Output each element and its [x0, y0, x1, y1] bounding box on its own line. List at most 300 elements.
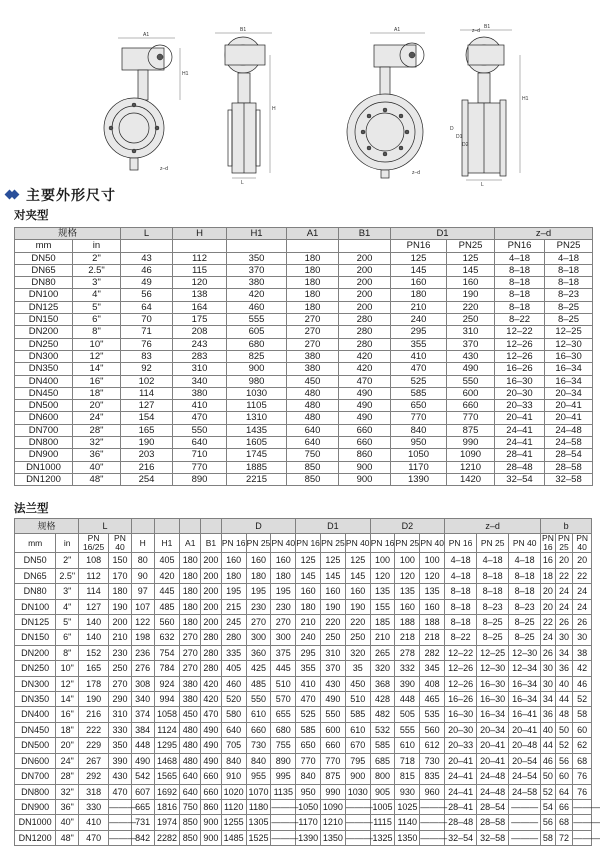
table-cell: DN1000	[15, 815, 56, 830]
table-cell: 550	[321, 707, 346, 722]
table-cell: 32"	[56, 784, 79, 799]
table-cell: 180	[287, 277, 339, 289]
table-cell: 230	[246, 599, 271, 614]
table-cell: ———	[109, 799, 132, 814]
header-b1: B1	[339, 228, 391, 240]
table-cell: 180	[296, 599, 321, 614]
table-cell: 190	[345, 599, 370, 614]
table-cell: 20–30	[495, 387, 545, 399]
table-cell: 14"	[73, 363, 121, 375]
table-cell: 3"	[73, 277, 121, 289]
table-cell: 6"	[56, 630, 79, 645]
table-cell: 610	[345, 722, 370, 737]
header-zd-pn16: PN16	[495, 240, 545, 252]
table-cell: 46	[573, 676, 592, 691]
table-row	[15, 722, 592, 737]
label-l-2: L	[481, 182, 484, 188]
table-cell: 570	[271, 692, 296, 707]
table-cell: 8"	[56, 645, 79, 660]
table-cell: 190	[121, 437, 173, 449]
table-cell: 180	[287, 252, 339, 264]
table-cell: 270	[180, 661, 201, 676]
f-header-d2-pn16: PN 16	[370, 534, 395, 553]
table-cell: 76	[573, 769, 592, 784]
table-cell: 8–18	[495, 264, 545, 276]
table-cell: 200	[201, 568, 222, 583]
table-cell: ———	[509, 815, 541, 830]
table-cell: 112	[173, 252, 227, 264]
table-cell: 632	[154, 630, 180, 645]
table-cell: 640	[180, 784, 201, 799]
table-cell: 1115	[370, 815, 395, 830]
table-cell: 12–26	[495, 338, 545, 350]
table-cell: 640	[287, 437, 339, 449]
table-cell: 410	[391, 350, 447, 362]
f-header-b-pn16: PN 16	[542, 533, 554, 553]
table-cell: 924	[154, 676, 180, 691]
table-cell: 875	[447, 424, 495, 436]
table-cell: 60	[555, 769, 573, 784]
table-cell: 850	[180, 815, 201, 830]
table-cell: 20–34	[477, 722, 509, 737]
f-header-zd-pn25: PN 25	[477, 534, 509, 553]
table-cell: 420	[227, 289, 287, 301]
table-cell: 890	[173, 473, 227, 485]
table-cell: 550	[447, 375, 495, 387]
section-title: 主要外形尺寸	[26, 187, 116, 203]
table-cell: 640	[173, 437, 227, 449]
table-cell: ———	[271, 830, 296, 845]
table-cell: 48"	[56, 830, 79, 845]
table-cell: 43	[121, 252, 173, 264]
table-cell: 2215	[227, 473, 287, 485]
table-cell: 24	[573, 584, 592, 599]
table-row	[15, 568, 592, 583]
table-cell: 250	[109, 661, 132, 676]
table-cell: 470	[201, 707, 222, 722]
table-cell: DN800	[15, 784, 56, 799]
table-cell: 490	[201, 738, 222, 753]
table-cell: 26	[573, 615, 592, 630]
table-cell: 990	[321, 784, 346, 799]
table-cell: 450	[345, 676, 370, 691]
table-cell: 56	[541, 815, 555, 830]
table-cell: 355	[296, 661, 321, 676]
table-cell: 160	[420, 599, 445, 614]
table-cell: 1140	[395, 815, 420, 830]
table-cell: 950	[296, 784, 321, 799]
table-cell: 1090	[321, 799, 346, 814]
table-cell: 250	[321, 630, 346, 645]
table-cell: 374	[131, 707, 154, 722]
table-cell: 280	[201, 661, 222, 676]
table-cell: 164	[173, 301, 227, 313]
table-cell: 840	[221, 753, 246, 768]
table-cell: 420	[154, 568, 180, 583]
table-cell: DN500	[15, 738, 56, 753]
table-cell: 270	[287, 338, 339, 350]
table-cell: 36"	[73, 449, 121, 461]
wafer-front-view	[104, 32, 189, 172]
table-cell: 670	[345, 738, 370, 753]
table-cell: 370	[447, 338, 495, 350]
table-cell: 48"	[73, 473, 121, 485]
table-cell: 470	[296, 692, 321, 707]
table-cell: 52	[573, 692, 592, 707]
f-header-l-pn40: PN 40	[109, 534, 132, 553]
table-cell: DN250	[15, 338, 73, 350]
table-cell: 12–26	[445, 676, 477, 691]
table-cell: 8–18	[495, 301, 545, 313]
table-cell: 138	[173, 289, 227, 301]
table-cell: 140	[79, 630, 109, 645]
table-cell: 127	[121, 400, 173, 412]
table-cell: DN200	[15, 326, 73, 338]
table-cell: 525	[296, 707, 321, 722]
table-cell: 560	[420, 722, 445, 737]
table-cell: 180	[287, 301, 339, 313]
table-cell: 216	[79, 707, 109, 722]
table-cell: 20–41	[477, 738, 509, 753]
table-cell: 580	[221, 707, 246, 722]
table-cell: 8–23	[509, 599, 541, 614]
table-cell: 12–22	[495, 326, 545, 338]
table-cell: 28–54	[545, 449, 593, 461]
table-cell: 200	[201, 615, 222, 630]
table-cell: DN450	[15, 387, 73, 399]
table-cell: 200	[339, 277, 391, 289]
table-cell: DN125	[15, 615, 56, 630]
table-cell: 42	[573, 661, 592, 676]
table-cell: 58	[573, 707, 592, 722]
table-cell: 270	[180, 645, 201, 660]
table-cell: 900	[339, 473, 391, 485]
table-cell: 18"	[56, 722, 79, 737]
table-cell: 380	[180, 676, 201, 691]
table-cell: 30	[573, 630, 592, 645]
table-cell: 8–25	[477, 630, 509, 645]
table-row	[15, 661, 592, 676]
table-cell: 16–30	[477, 676, 509, 691]
table-cell: 16"	[56, 707, 79, 722]
table-cell: 180	[287, 264, 339, 276]
table-cell: 195	[246, 584, 271, 599]
table-row	[15, 314, 593, 326]
table-cell: ———	[271, 815, 296, 830]
table-cell: 8–18	[509, 568, 541, 583]
table-cell: 35	[345, 661, 370, 676]
table-cell: 114	[79, 584, 109, 599]
table-cell: 28–58	[545, 461, 593, 473]
table-cell: 100	[395, 553, 420, 568]
table-cell: 410	[296, 676, 321, 691]
table-cell: 10"	[73, 338, 121, 350]
table-cell: 145	[296, 568, 321, 583]
table-row	[15, 769, 592, 784]
table-cell: 24–41	[495, 424, 545, 436]
table-cell: 20–33	[495, 400, 545, 412]
header-l: L	[121, 228, 173, 240]
table-row	[15, 692, 592, 707]
wafer-dimensions-table	[14, 227, 593, 486]
table-cell: 28–41	[445, 799, 477, 814]
table-cell: 38	[573, 645, 592, 660]
table-cell: 8–25	[509, 630, 541, 645]
table-cell: 8–18	[545, 264, 593, 276]
table-cell: 24–48	[545, 424, 593, 436]
table-cell: 360	[246, 645, 271, 660]
label-h1-1: H1	[182, 71, 189, 77]
table-cell: 20–54	[509, 753, 541, 768]
table-cell: ———	[420, 830, 445, 845]
table-cell: 270	[287, 326, 339, 338]
table-cell: 220	[345, 615, 370, 630]
table-cell: 16–30	[495, 375, 545, 387]
table-cell: 370	[227, 264, 287, 276]
table-cell: 8–25	[477, 615, 509, 630]
table-cell: 840	[391, 424, 447, 436]
table-cell: 465	[420, 692, 445, 707]
table-cell: 30	[541, 676, 555, 691]
table-cell: 270	[246, 615, 271, 630]
table-cell: 64	[121, 301, 173, 313]
table-cell: 510	[345, 692, 370, 707]
table-cell: 955	[246, 769, 271, 784]
table-cell: 994	[154, 692, 180, 707]
table-cell: 16–34	[509, 692, 541, 707]
table-cell: 685	[370, 753, 395, 768]
table-cell: DN150	[15, 314, 73, 326]
table-cell: 4–18	[545, 252, 593, 264]
table-row	[15, 553, 592, 568]
table-row	[15, 449, 593, 461]
table-cell: 640	[287, 424, 339, 436]
table-cell: 1485	[221, 830, 246, 845]
table-cell: 340	[173, 375, 227, 387]
table-cell: 12"	[56, 676, 79, 691]
table-row	[15, 584, 592, 599]
table-cell: 28–48	[495, 461, 545, 473]
table-cell: 905	[370, 784, 395, 799]
table-cell: 290	[109, 692, 132, 707]
table-cell: 280	[221, 630, 246, 645]
table-cell: 180	[180, 553, 201, 568]
table-cell: 265	[370, 645, 395, 660]
table-cell: 125	[296, 553, 321, 568]
table-cell: 32–58	[477, 830, 509, 845]
table-cell: 2"	[73, 252, 121, 264]
table-cell: DN900	[15, 449, 73, 461]
table-cell: 175	[173, 314, 227, 326]
table-row	[15, 412, 593, 424]
table-cell: 490	[321, 692, 346, 707]
table-cell: 250	[447, 314, 495, 326]
table-row	[15, 264, 593, 276]
table-cell: 405	[154, 553, 180, 568]
table-cell: 71	[121, 326, 173, 338]
table-cell: DN50	[15, 553, 56, 568]
table-cell: 203	[121, 449, 173, 461]
table-cell: 555	[227, 314, 287, 326]
table-cell: 150	[109, 553, 132, 568]
table-cell: DN1200	[15, 473, 73, 485]
table-row	[15, 784, 592, 799]
label-zd-3: z–d	[472, 28, 481, 34]
table-cell: DN400	[15, 375, 73, 387]
table-cell: 1030	[345, 784, 370, 799]
table-cell: 20–41	[509, 722, 541, 737]
table-cell: 24–41	[445, 769, 477, 784]
table-cell: 2"	[56, 553, 79, 568]
table-cell: 650	[391, 400, 447, 412]
table-cell: 20–30	[445, 722, 477, 737]
f-header-b-pn25: PN 25	[555, 534, 573, 553]
table-cell: 655	[271, 707, 296, 722]
table-cell: 56	[555, 753, 573, 768]
label-d2: D2	[462, 142, 469, 148]
table-cell: 1135	[271, 784, 296, 799]
table-cell: 120	[395, 568, 420, 583]
wafer-subtitle: 对夹型	[14, 210, 49, 222]
f-header-l-pn1625: PN 16/25	[79, 534, 109, 553]
table-cell: 380	[287, 350, 339, 362]
table-cell: 32–54	[445, 830, 477, 845]
table-cell: 875	[321, 769, 346, 784]
table-cell: 280	[201, 630, 222, 645]
table-cell: 20	[555, 553, 573, 568]
table-cell: ———	[573, 815, 592, 830]
table-cell: DN100	[15, 599, 56, 614]
table-cell: 660	[447, 400, 495, 412]
label-b1-2: B1	[484, 24, 491, 30]
table-cell: 840	[246, 753, 271, 768]
f-header-mm: mm	[15, 534, 56, 553]
table-cell: 250	[345, 630, 370, 645]
table-row	[15, 289, 593, 301]
table-cell: 46	[121, 264, 173, 276]
table-cell: 20–41	[477, 753, 509, 768]
table-row	[15, 437, 593, 449]
wafer-side-view	[215, 27, 276, 186]
table-cell: 350	[227, 252, 287, 264]
table-cell: 16"	[73, 375, 121, 387]
table-cell: DN100	[15, 289, 73, 301]
table-cell: 52	[541, 784, 555, 799]
table-cell: 600	[321, 722, 346, 737]
table-cell: 40"	[73, 461, 121, 473]
f-header-h1: H1	[154, 534, 180, 553]
table-cell: DN300	[15, 350, 73, 362]
table-cell: 6"	[73, 314, 121, 326]
table-cell: 770	[447, 412, 495, 424]
table-cell: 4–18	[477, 553, 509, 568]
table-cell: 1005	[370, 799, 395, 814]
table-cell: 1180	[246, 799, 271, 814]
table-cell: 510	[271, 676, 296, 691]
table-cell: 36	[555, 661, 573, 676]
table-cell: 20–41	[545, 412, 593, 424]
table-cell: 640	[221, 722, 246, 737]
table-cell: ———	[420, 799, 445, 814]
table-cell: 16–30	[545, 350, 593, 362]
table-cell: 1105	[227, 400, 287, 412]
table-cell: DN80	[15, 277, 73, 289]
table-cell: 1390	[296, 830, 321, 845]
table-cell: 282	[420, 645, 445, 660]
table-cell: DN450	[15, 722, 56, 737]
table-cell: 384	[131, 722, 154, 737]
table-cell: 1310	[227, 412, 287, 424]
table-cell: 470	[79, 830, 109, 845]
table-cell: 68	[573, 753, 592, 768]
table-cell: 34	[555, 645, 573, 660]
table-cell: 8–22	[495, 314, 545, 326]
table-cell: 145	[345, 568, 370, 583]
table-cell: ———	[573, 799, 592, 814]
table-cell: 490	[131, 753, 154, 768]
table-cell: 335	[221, 645, 246, 660]
table-cell: 8–22	[445, 630, 477, 645]
table-cell: 22	[573, 568, 592, 583]
table-cell: 160	[395, 599, 420, 614]
table-cell: 332	[395, 661, 420, 676]
table-cell: 650	[296, 738, 321, 753]
table-row	[15, 630, 592, 645]
table-cell: 1435	[227, 424, 287, 436]
table-cell: 445	[271, 661, 296, 676]
table-cell: 283	[173, 350, 227, 362]
table-cell: 660	[201, 784, 222, 799]
table-cell: 754	[154, 645, 180, 660]
table-cell: 72	[555, 830, 573, 845]
table-cell: 48	[555, 707, 573, 722]
table-cell: 58	[541, 830, 555, 845]
table-cell: 8–25	[509, 615, 541, 630]
table-cell: 1350	[321, 830, 346, 845]
table-cell: 840	[296, 769, 321, 784]
table-cell: 784	[154, 661, 180, 676]
table-cell: 200	[339, 264, 391, 276]
table-cell: 12–25	[477, 645, 509, 660]
table-cell: 680	[271, 722, 296, 737]
table-cell: 185	[370, 615, 395, 630]
table-cell: 16	[541, 553, 555, 568]
table-cell: 585	[296, 722, 321, 737]
table-cell: 50	[555, 722, 573, 737]
table-row	[15, 375, 593, 387]
table-cell: 165	[79, 661, 109, 676]
table-cell: 730	[246, 738, 271, 753]
f-header-b: b	[541, 519, 592, 534]
table-cell: 20"	[73, 400, 121, 412]
table-cell: 490	[339, 400, 391, 412]
f-header-d2-pn40: PN 40	[420, 534, 445, 553]
table-cell: 220	[447, 301, 495, 313]
table-row	[15, 461, 593, 473]
table-cell: 16–30	[445, 707, 477, 722]
table-cell: 640	[180, 769, 201, 784]
table-cell: 480	[287, 400, 339, 412]
table-row	[15, 338, 593, 350]
table-cell: 482	[370, 707, 395, 722]
table-cell: 380	[173, 387, 227, 399]
table-cell: 310	[321, 645, 346, 660]
table-cell: 44	[555, 692, 573, 707]
table-cell: 1025	[395, 799, 420, 814]
table-cell: 610	[246, 707, 271, 722]
table-cell: 731	[131, 815, 154, 830]
table-cell: 320	[345, 645, 370, 660]
